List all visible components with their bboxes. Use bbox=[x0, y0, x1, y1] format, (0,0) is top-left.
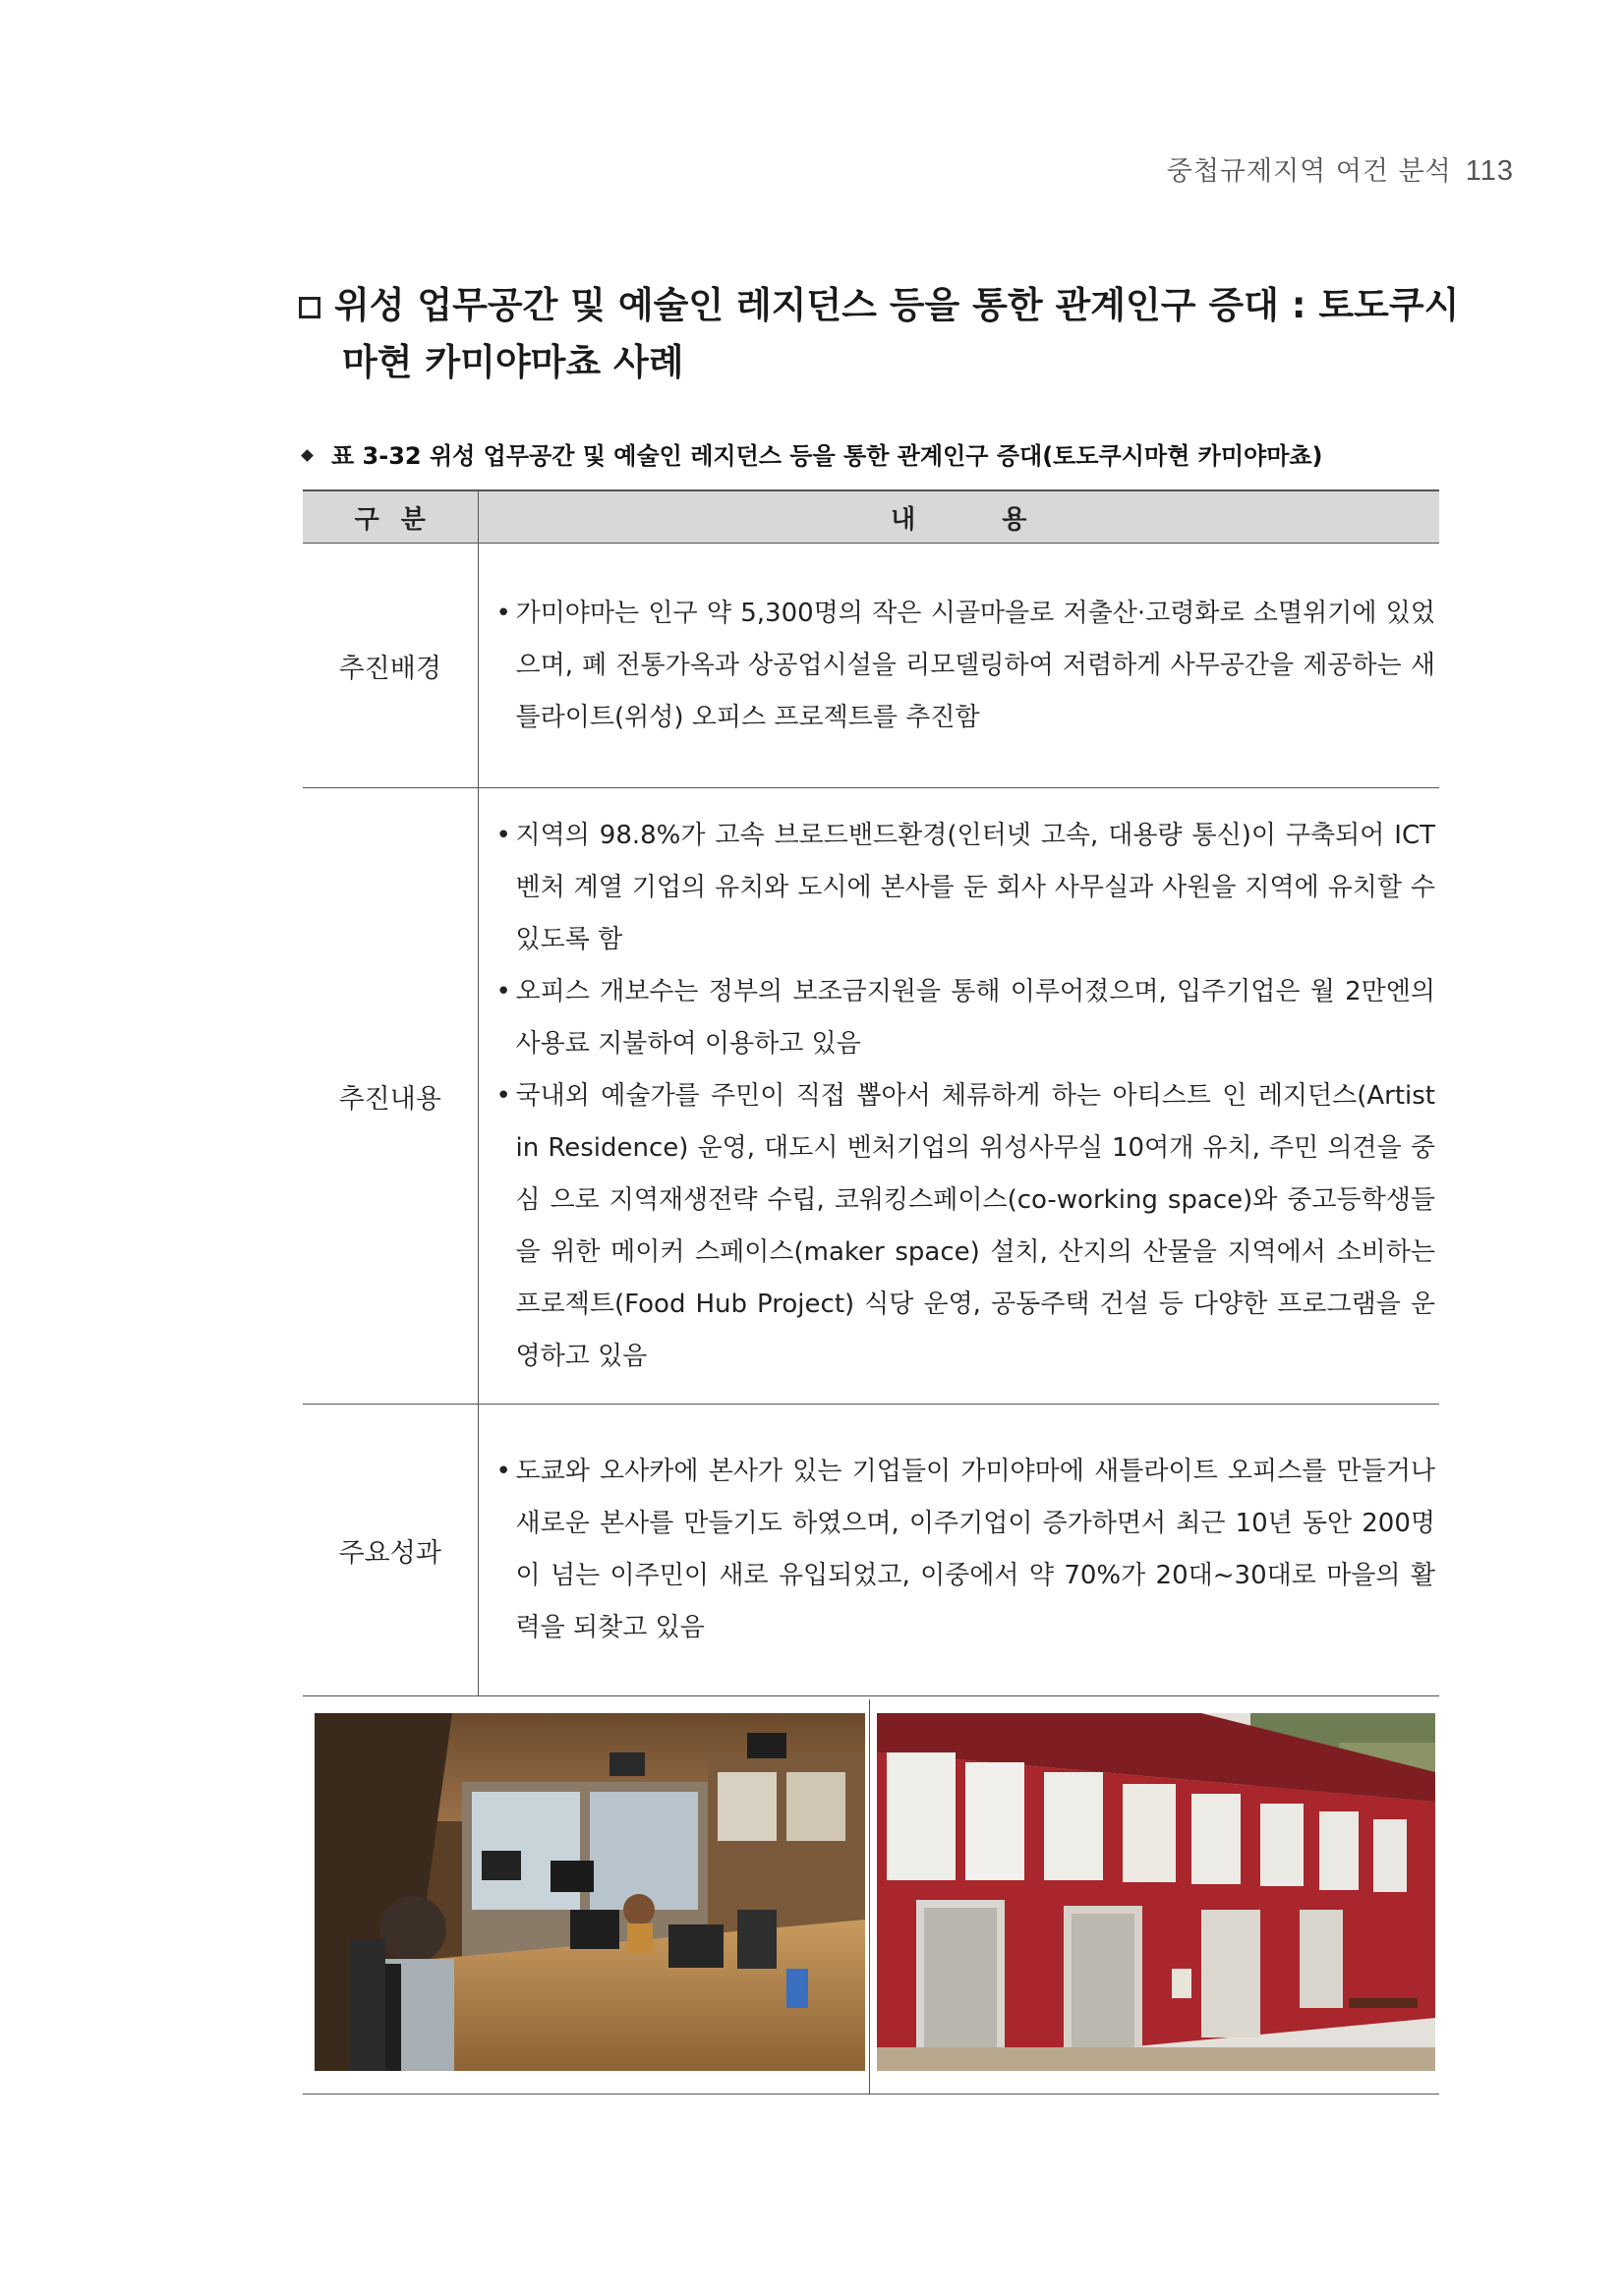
section-heading-line-2: 마현 카미야마쵸 사례 bbox=[342, 341, 684, 383]
column-header-content: 내용 bbox=[478, 490, 1439, 544]
running-header-title: 중첩규제지역 여건 분석 bbox=[1166, 156, 1452, 187]
table-row bbox=[303, 544, 1439, 788]
row-category: 추진내용 bbox=[303, 788, 478, 1405]
page-number: 113 bbox=[1465, 155, 1514, 187]
case-study-table bbox=[303, 489, 1439, 1696]
diamond-bullet-icon bbox=[301, 449, 314, 462]
table-caption bbox=[303, 436, 1323, 471]
row-category: 주요성과 bbox=[303, 1405, 478, 1696]
table-caption-text: 표 3-32 위성 업무공간 및 예술인 레지던스 등을 통한 관계인구 증대(토도쿠시마현 카미야마쵸) bbox=[331, 442, 1323, 470]
bullet-item: • 국내외 예술가를 주민이 직접 뽑아서 체류하게 하는 아티스트 인 레지던스(Artist in Residence) 운영, 대도시 벤처기업의 위성사무실 10여개 유치, 주민 의견을 중심 으로 지역재생전략 수립, 코워킹스페이스(co-working space)와 중고등학생들을 위한 메이커 스페이스(maker space) 설치, 산지의 산물을 지역에서 소비하는 프로젝트(Food Hub Project) 식당 운영, 공동주택 건설 등 다양한 프로그램을 운영하고 있음 bbox=[496, 1070, 1436, 1383]
section-heading-text-1: 위성 업무공간 및 예술인 레지던스 등을 통한 관계인구 증대 : 토도쿠시 bbox=[334, 284, 1460, 326]
bullet-item: • 가미야마는 인구 약 5,300명의 작은 시골마을로 저출산·고령화로 소멸위기에 있었으며, 폐 전통가옥과 상공업시설을 리모델링하여 저렴하게 사무공간을 제공하는 새틀라이트(위성) 오피스 프로젝트를 추진함 bbox=[496, 588, 1436, 744]
photo-area bbox=[303, 1699, 1439, 2095]
section-heading-line-1 bbox=[299, 277, 1460, 334]
bullet-item: • 도쿄와 오사카에 본사가 있는 기업들이 가미야마에 새틀라이트 오피스를 만들거나 새로운 본사를 만들기도 하였으며, 이주기업이 증가하면서 최근 10년 동안 200명이 넘는 이주민이 새로 유입되었고, 이중에서 약 70%가 20대~30대로 마을의 활력을 되찾고 있음 bbox=[496, 1446, 1436, 1654]
building-exterior-photo bbox=[877, 1713, 1435, 2071]
running-header bbox=[1167, 149, 1514, 188]
column-header-category: 구분 bbox=[303, 490, 478, 544]
table-row bbox=[303, 788, 1439, 1405]
section-heading bbox=[299, 277, 1460, 391]
photo-divider bbox=[869, 1699, 870, 2094]
row-content bbox=[478, 788, 1439, 1405]
bullet-item: • 오피스 개보수는 정부의 보조금지원을 통해 이루어졌으며, 입주기업은 월 2만엔의 사용료 지불하여 이용하고 있음 bbox=[496, 966, 1436, 1070]
row-content bbox=[478, 544, 1439, 788]
checkbox-icon bbox=[299, 297, 320, 318]
table-row bbox=[303, 1405, 1439, 1696]
bullet-item: • 지역의 98.8%가 고속 브로드밴드환경(인터넷 고속, 대용량 통신)이 구축되어 ICT 벤처 계열 기업의 유치와 도시에 본사를 둔 회사 사무실과 사원을 지역에 유치할 수 있도록 함 bbox=[496, 810, 1436, 966]
table-header-row bbox=[303, 490, 1439, 544]
row-content bbox=[478, 1405, 1439, 1696]
row-category: 추진배경 bbox=[303, 544, 478, 788]
office-interior-photo bbox=[315, 1713, 865, 2071]
